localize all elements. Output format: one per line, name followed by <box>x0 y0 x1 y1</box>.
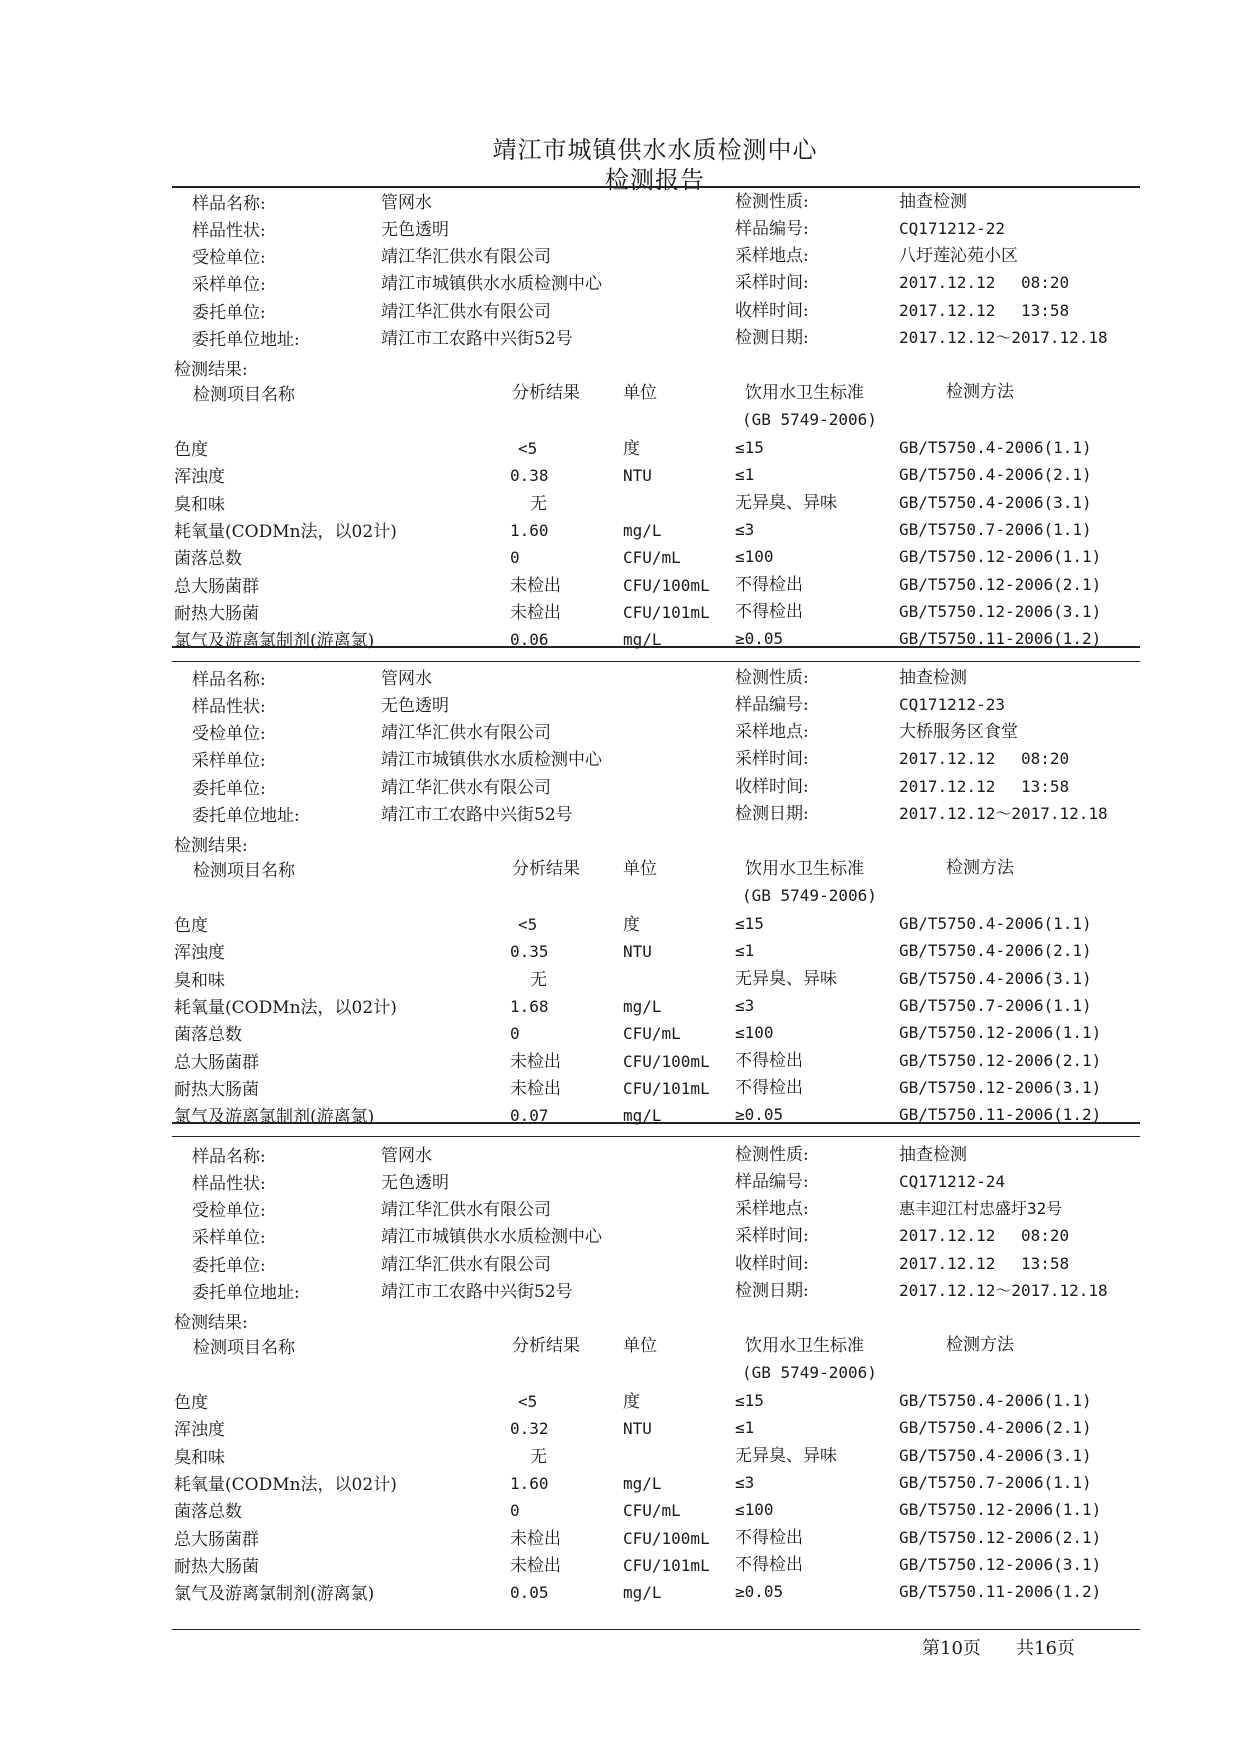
row-method: GB/T5750.7-2006(1.1) <box>899 995 1092 1015</box>
sample-section <box>0 1143 1240 1605</box>
section-divider <box>172 661 1140 662</box>
row-unit: 度 <box>623 915 640 935</box>
results-label: 检测结果: <box>174 1313 248 1333</box>
info-value: 靖江市工农路中兴街52号 <box>381 1282 573 1302</box>
row-unit: CFU/100mL <box>623 1528 710 1548</box>
col-header-standard: 饮用水卫生标准 <box>745 1336 864 1356</box>
row-item-name: 色度 <box>174 440 208 460</box>
sample-section <box>0 190 1240 652</box>
info-value: 2017.12.12 08:20 <box>899 749 1070 768</box>
row-result: 0.07 <box>510 1106 549 1126</box>
section-divider <box>172 646 1140 648</box>
row-unit: NTU <box>623 942 652 962</box>
info-value: 无色透明 <box>381 1173 449 1193</box>
row-method: GB/T5750.12-2006(3.1) <box>899 601 1102 621</box>
info-label: 样品编号: <box>735 219 809 239</box>
row-unit: mg/L <box>623 1473 662 1493</box>
info-label: 检测日期: <box>735 328 809 348</box>
row-unit: mg/L <box>623 630 662 650</box>
col-header-unit: 单位 <box>623 1336 657 1356</box>
row-item-name: 色度 <box>174 916 208 936</box>
row-item-name: 耗氧量(CODMn法，以02计) <box>174 1474 397 1495</box>
row-standard: 无异臭、异味 <box>735 492 837 513</box>
row-result: 未检出 <box>510 575 561 596</box>
row-item-name: 浑浊度 <box>174 467 225 488</box>
row-standard: ≥0.05 <box>735 1105 784 1125</box>
info-value: 靖江市工农路中兴街52号 <box>381 805 573 825</box>
info-value: 抽查检测 <box>899 192 967 212</box>
col-header-result: 分析结果 <box>512 859 580 879</box>
info-label: 样品编号: <box>735 695 809 715</box>
row-item-name: 耐热大肠菌 <box>174 1556 259 1577</box>
row-unit: NTU <box>623 1419 652 1439</box>
row-result: 无 <box>530 493 547 514</box>
row-method: GB/T5750.12-2006(2.1) <box>899 1527 1102 1547</box>
info-value: 靖江市城镇供水水质检测中心 <box>381 750 602 770</box>
info-label: 样品名称: <box>192 1147 266 1167</box>
row-standard: ≤100 <box>735 1023 774 1043</box>
row-result: 0.05 <box>510 1583 549 1603</box>
info-label: 检测性质: <box>735 668 809 688</box>
row-method: GB/T5750.12-2006(3.1) <box>899 1554 1102 1574</box>
row-unit: 度 <box>623 439 640 459</box>
row-item-name: 菌落总数 <box>174 1502 242 1523</box>
row-item-name: 氯气及游离氯制剂(游离氯) <box>174 631 375 652</box>
info-value: 八圩莲沁苑小区 <box>899 246 1018 266</box>
row-unit: CFU/mL <box>623 1024 681 1044</box>
row-method: GB/T5750.12-2006(3.1) <box>899 1077 1102 1097</box>
info-label: 采样单位: <box>192 751 266 771</box>
row-method: GB/T5750.4-2006(2.1) <box>899 1418 1092 1438</box>
row-unit: CFU/mL <box>623 1501 681 1521</box>
row-standard: ≤15 <box>735 1391 764 1410</box>
row-unit: CFU/101mL <box>623 1555 710 1575</box>
info-label: 收样时间: <box>735 1254 809 1274</box>
col-header-standard-code: (GB 5749-2006) <box>742 886 877 905</box>
results-label: 检测结果: <box>174 360 248 380</box>
row-standard: ≤100 <box>735 547 774 567</box>
row-item-name: 色度 <box>174 1393 208 1413</box>
sample-section <box>0 666 1240 1128</box>
info-label: 委托单位地址: <box>192 330 300 350</box>
section-divider <box>172 1122 1140 1124</box>
info-value: 靖江华汇供水有限公司 <box>381 302 551 322</box>
row-item-name: 氯气及游离氯制剂(游离氯) <box>174 1107 375 1128</box>
row-item-name: 臭和味 <box>174 1447 225 1468</box>
info-label: 采样单位: <box>192 275 266 295</box>
row-unit: CFU/101mL <box>623 1078 710 1098</box>
row-unit: CFU/101mL <box>623 602 710 622</box>
info-label: 采样时间: <box>735 749 809 769</box>
row-method: GB/T5750.4-2006(2.1) <box>899 941 1092 961</box>
info-label: 委托单位地址: <box>192 1283 300 1303</box>
row-method: GB/T5750.11-2006(1.2) <box>899 1105 1102 1125</box>
row-item-name: 耐热大肠菌 <box>174 603 259 624</box>
info-value: CQ171212-23 <box>899 695 1005 714</box>
info-value: 靖江华汇供水有限公司 <box>381 1255 551 1275</box>
row-unit: CFU/mL <box>623 548 681 568</box>
row-item-name: 耗氧量(CODMn法，以02计) <box>174 521 397 542</box>
row-item-name: 臭和味 <box>174 494 225 515</box>
info-value: 2017.12.12～2017.12.18 <box>899 328 1108 347</box>
row-unit: mg/L <box>623 1583 662 1603</box>
col-header-method: 检测方法 <box>946 858 1014 878</box>
row-standard: ≤3 <box>735 1472 755 1492</box>
row-result: 未检出 <box>510 1051 561 1072</box>
page-total: 共16页 <box>1016 1638 1075 1659</box>
info-label: 样品编号: <box>735 1172 809 1192</box>
col-header-result: 分析结果 <box>512 1336 580 1356</box>
row-result: 无 <box>530 1446 547 1467</box>
row-result: 未检出 <box>510 1555 561 1576</box>
row-standard: ≥0.05 <box>735 629 784 649</box>
row-method: GB/T5750.4-2006(3.1) <box>899 1445 1092 1465</box>
row-unit: mg/L <box>623 1106 662 1126</box>
row-unit: NTU <box>623 466 652 486</box>
info-value: 靖江市城镇供水水质检测中心 <box>381 1227 602 1247</box>
row-standard: ≤15 <box>735 914 764 933</box>
row-standard: 不得检出 <box>735 574 803 595</box>
row-item-name: 浑浊度 <box>174 1420 225 1441</box>
info-label: 采样地点: <box>735 722 809 742</box>
col-header-item: 检测项目名称 <box>193 861 295 881</box>
info-label: 样品名称: <box>192 194 266 214</box>
info-label: 委托单位: <box>192 1256 266 1276</box>
info-label: 委托单位: <box>192 303 266 323</box>
info-value: CQ171212-24 <box>899 1172 1005 1191</box>
info-value: 管网水 <box>381 669 432 689</box>
row-method: GB/T5750.12-2006(2.1) <box>899 574 1102 594</box>
row-item-name: 总大肠菌群 <box>174 1052 259 1073</box>
row-standard: 不得检出 <box>735 1554 803 1575</box>
header-rule <box>172 186 1140 188</box>
info-value: 靖江华汇供水有限公司 <box>381 1200 551 1220</box>
col-header-standard-code: (GB 5749-2006) <box>742 1363 877 1382</box>
row-method: GB/T5750.4-2006(1.1) <box>899 914 1092 933</box>
col-header-standard: 饮用水卫生标准 <box>745 383 864 403</box>
info-value: 2017.12.12 13:58 <box>899 1254 1070 1273</box>
info-label: 收样时间: <box>735 301 809 321</box>
info-value: CQ171212-22 <box>899 219 1005 238</box>
info-value: 靖江市工农路中兴街52号 <box>381 329 573 349</box>
info-value: 靖江华汇供水有限公司 <box>381 723 551 743</box>
row-result: 未检出 <box>510 602 561 623</box>
info-value: 抽查检测 <box>899 1145 967 1165</box>
section-divider <box>172 1136 1140 1137</box>
row-result: 0.35 <box>510 942 549 962</box>
info-value: 大桥服务区食堂 <box>899 722 1018 742</box>
info-value: 惠丰迎江村忠盛圩32号 <box>899 1199 1063 1218</box>
row-result: <5 <box>518 915 538 934</box>
row-result: 0 <box>510 1501 520 1521</box>
info-value: 靖江市城镇供水水质检测中心 <box>381 274 602 294</box>
row-unit: CFU/100mL <box>623 575 710 595</box>
row-standard: ≤15 <box>735 438 764 457</box>
row-standard: ≤1 <box>735 941 755 961</box>
info-label: 受检单位: <box>192 724 266 744</box>
col-header-method: 检测方法 <box>946 382 1014 402</box>
row-standard: 不得检出 <box>735 1050 803 1071</box>
info-value: 2017.12.12 08:20 <box>899 1226 1070 1245</box>
report-title: 检测报告 <box>605 166 705 194</box>
row-result: 无 <box>530 969 547 990</box>
row-standard: 不得检出 <box>735 601 803 622</box>
info-value: 2017.12.12 13:58 <box>899 301 1070 320</box>
row-item-name: 总大肠菌群 <box>174 576 259 597</box>
row-result: <5 <box>518 439 538 458</box>
col-header-standard-code: (GB 5749-2006) <box>742 410 877 429</box>
row-result: 0.38 <box>510 466 549 486</box>
row-result: 未检出 <box>510 1078 561 1099</box>
row-method: GB/T5750.12-2006(2.1) <box>899 1050 1102 1070</box>
row-result: 0 <box>510 1024 520 1044</box>
info-label: 采样地点: <box>735 1199 809 1219</box>
info-value: 2017.12.12～2017.12.18 <box>899 1281 1108 1300</box>
row-method: GB/T5750.12-2006(1.1) <box>899 1023 1102 1043</box>
row-standard: ≤100 <box>735 1500 774 1520</box>
row-method: GB/T5750.4-2006(1.1) <box>899 1391 1092 1410</box>
row-standard: ≤3 <box>735 995 755 1015</box>
col-header-unit: 单位 <box>623 383 657 403</box>
row-result: 1.68 <box>510 996 549 1016</box>
row-standard: 不得检出 <box>735 1527 803 1548</box>
results-label: 检测结果: <box>174 836 248 856</box>
row-standard: 无异臭、异味 <box>735 1445 837 1466</box>
row-method: GB/T5750.12-2006(1.1) <box>899 1500 1102 1520</box>
info-label: 委托单位地址: <box>192 806 300 826</box>
row-result: 1.60 <box>510 520 549 540</box>
row-result: 0.06 <box>510 630 549 650</box>
row-result: 0.32 <box>510 1419 549 1439</box>
info-label: 样品性状: <box>192 697 266 717</box>
row-item-name: 总大肠菌群 <box>174 1529 259 1550</box>
row-standard: ≥0.05 <box>735 1582 784 1602</box>
row-item-name: 耗氧量(CODMn法，以02计) <box>174 997 397 1018</box>
info-value: 管网水 <box>381 193 432 213</box>
info-label: 样品性状: <box>192 1174 266 1194</box>
row-result: 0 <box>510 548 520 568</box>
info-value: 管网水 <box>381 1146 432 1166</box>
info-label: 采样时间: <box>735 1226 809 1246</box>
col-header-result: 分析结果 <box>512 383 580 403</box>
row-method: GB/T5750.4-2006(1.1) <box>899 438 1092 457</box>
row-item-name: 臭和味 <box>174 970 225 991</box>
col-header-method: 检测方法 <box>946 1335 1014 1355</box>
org-title: 靖江市城镇供水水质检测中心 <box>492 136 818 164</box>
info-label: 检测日期: <box>735 804 809 824</box>
info-label: 样品性状: <box>192 221 266 241</box>
col-header-item: 检测项目名称 <box>193 1338 295 1358</box>
info-label: 受检单位: <box>192 248 266 268</box>
row-standard: 无异臭、异味 <box>735 968 837 989</box>
row-result: 未检出 <box>510 1528 561 1549</box>
info-value: 靖江华汇供水有限公司 <box>381 247 551 267</box>
col-header-standard: 饮用水卫生标准 <box>745 859 864 879</box>
row-method: GB/T5750.4-2006(3.1) <box>899 968 1092 988</box>
row-method: GB/T5750.7-2006(1.1) <box>899 519 1092 539</box>
row-method: GB/T5750.4-2006(3.1) <box>899 492 1092 512</box>
row-item-name: 菌落总数 <box>174 1025 242 1046</box>
info-value: 2017.12.12 08:20 <box>899 273 1070 292</box>
row-method: GB/T5750.4-2006(2.1) <box>899 465 1092 485</box>
info-label: 委托单位: <box>192 779 266 799</box>
info-value: 抽查检测 <box>899 668 967 688</box>
footer-rule <box>172 1629 1140 1630</box>
row-method: GB/T5750.11-2006(1.2) <box>899 629 1102 649</box>
info-value: 无色透明 <box>381 696 449 716</box>
info-label: 收样时间: <box>735 777 809 797</box>
row-item-name: 菌落总数 <box>174 549 242 570</box>
info-label: 采样时间: <box>735 273 809 293</box>
info-value: 无色透明 <box>381 220 449 240</box>
info-label: 检测性质: <box>735 1145 809 1165</box>
row-unit: 度 <box>623 1392 640 1412</box>
info-value: 2017.12.12 13:58 <box>899 777 1070 796</box>
row-item-name: 耐热大肠菌 <box>174 1079 259 1100</box>
info-label: 检测日期: <box>735 1281 809 1301</box>
row-unit: mg/L <box>623 520 662 540</box>
row-unit: CFU/100mL <box>623 1051 710 1071</box>
col-header-item: 检测项目名称 <box>193 385 295 405</box>
row-method: GB/T5750.11-2006(1.2) <box>899 1582 1102 1602</box>
page-number: 第10页 <box>922 1638 981 1659</box>
info-label: 受检单位: <box>192 1201 266 1221</box>
info-label: 样品名称: <box>192 670 266 690</box>
row-standard: ≤3 <box>735 519 755 539</box>
info-label: 采样地点: <box>735 246 809 266</box>
row-result: 1.60 <box>510 1473 549 1493</box>
row-unit: mg/L <box>623 996 662 1016</box>
row-method: GB/T5750.12-2006(1.1) <box>899 547 1102 567</box>
row-standard: ≤1 <box>735 1418 755 1438</box>
row-item-name: 氯气及游离氯制剂(游离氯) <box>174 1584 375 1605</box>
info-label: 采样单位: <box>192 1228 266 1248</box>
info-value: 2017.12.12～2017.12.18 <box>899 804 1108 823</box>
row-result: <5 <box>518 1392 538 1411</box>
row-item-name: 浑浊度 <box>174 943 225 964</box>
col-header-unit: 单位 <box>623 859 657 879</box>
row-standard: ≤1 <box>735 465 755 485</box>
info-value: 靖江华汇供水有限公司 <box>381 778 551 798</box>
row-standard: 不得检出 <box>735 1077 803 1098</box>
row-method: GB/T5750.7-2006(1.1) <box>899 1472 1092 1492</box>
info-label: 检测性质: <box>735 192 809 212</box>
